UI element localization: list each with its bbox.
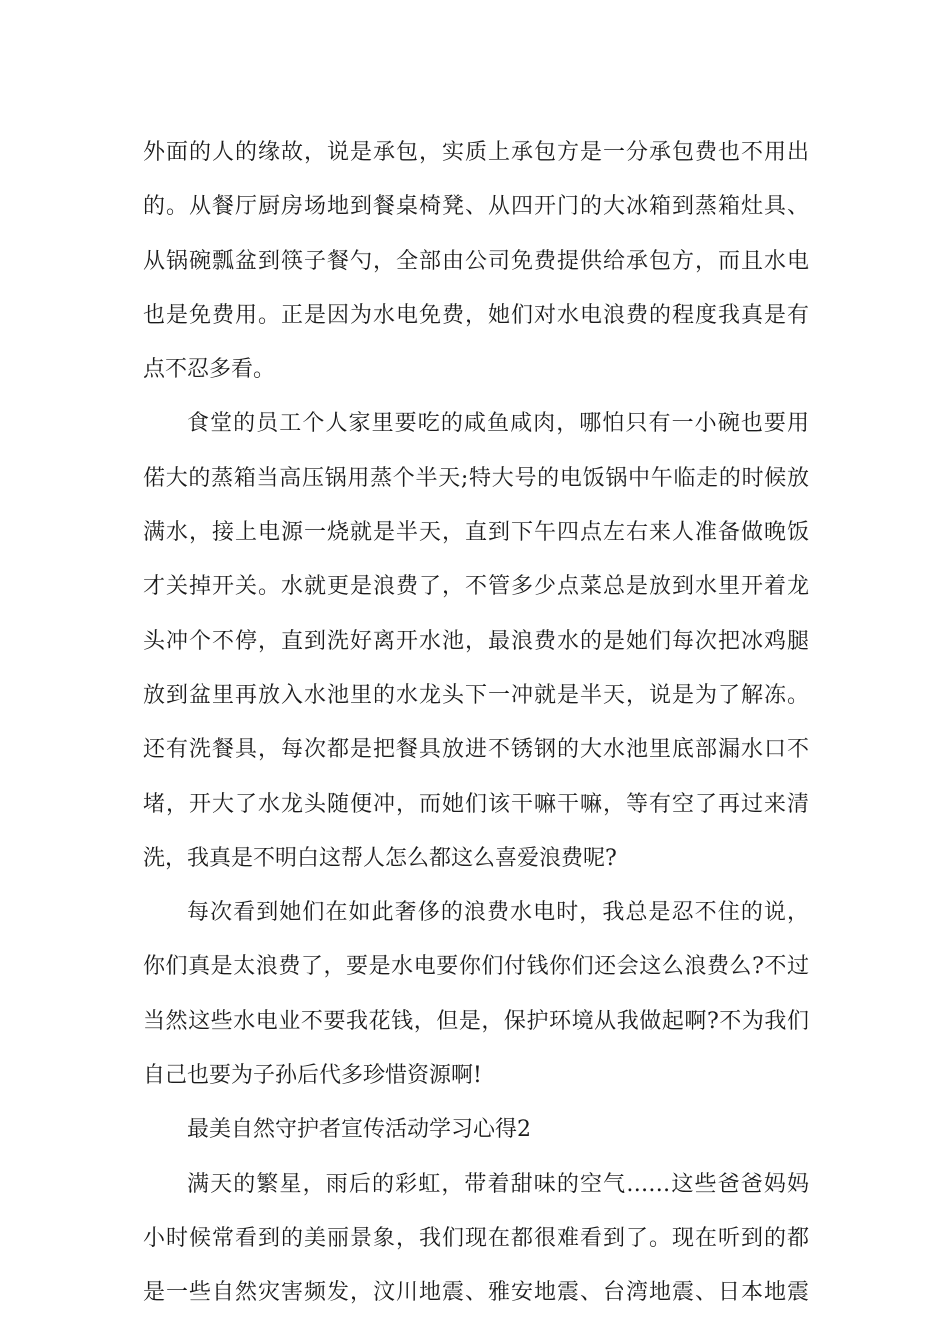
text-line: 点不忍多看。 (143, 357, 276, 383)
paragraph-first-line: 每次看到她们在如此奢侈的浪费水电时，我总是忍不住的说， (187, 900, 809, 926)
text-line: 当然这些水电业不要我花钱，但是，保护环境从我做起啊?不为我们 (143, 1008, 809, 1034)
paragraph-first-line: 食堂的员工个人家里要吃的咸鱼咸肉，哪怕只有一小碗也要用 (187, 411, 809, 437)
text-line: 你们真是太浪费了，要是水电要你们付钱你们还会这么浪费么?不过 (143, 954, 809, 980)
text-line: 偌大的蒸箱当高压锅用蒸个半天;特大号的电饭锅中午临走的时候放 (143, 465, 809, 491)
text-line: 满水，接上电源一烧就是半天，直到下午四点左右来人准备做晚饭 (143, 520, 809, 546)
document-body (143, 133, 809, 1328)
text-line: 的。从餐厅厨房场地到餐桌椅凳、从四开门的大冰箱到蒸箱灶具、 (143, 194, 809, 220)
paragraph-first-line: 最美自然守护者宣传活动学习心得2 (187, 1117, 531, 1143)
text-line: 头冲个不停，直到洗好离开水池，最浪费水的是她们每次把冰鸡腿 (143, 628, 809, 654)
paragraph-first-line: 满天的繁星，雨后的彩虹，带着甜味的空气……这些爸爸妈妈 (187, 1171, 809, 1197)
text-line: 洗，我真是不明白这帮人怎么都这么喜爱浪费呢? (143, 845, 617, 871)
text-line: 堵，开大了水龙头随便冲，而她们该干嘛干嘛，等有空了再过来清 (143, 791, 809, 817)
text-line: 还有洗餐具，每次都是把餐具放进不锈钢的大水池里底部漏水口不 (143, 737, 809, 763)
text-line: 是一些自然灾害频发，汶川地震、雅安地震、台湾地震、日本地震 (143, 1280, 809, 1306)
text-line: 才关掉开关。水就更是浪费了，不管多少点菜总是放到水里开着龙 (143, 574, 809, 600)
text-line: 外面的人的缘故，说是承包，实质上承包方是一分承包费也不用出 (143, 140, 809, 165)
text-line: 放到盆里再放入水池里的水龙头下一冲就是半天，说是为了解冻。 (143, 682, 809, 708)
text-line: 也是免费用。正是因为水电免费，她们对水电浪费的程度我真是有 (143, 302, 809, 328)
text-line: 从锅碗瓢盆到筷子餐勺，全部由公司免费提供给承包方，而且水电 (143, 248, 809, 274)
text-line: 自己也要为子孙后代多珍惜资源啊! (143, 1063, 482, 1089)
text-line: 小时候常看到的美丽景象，我们现在都很难看到了。现在听到的都 (143, 1225, 809, 1251)
